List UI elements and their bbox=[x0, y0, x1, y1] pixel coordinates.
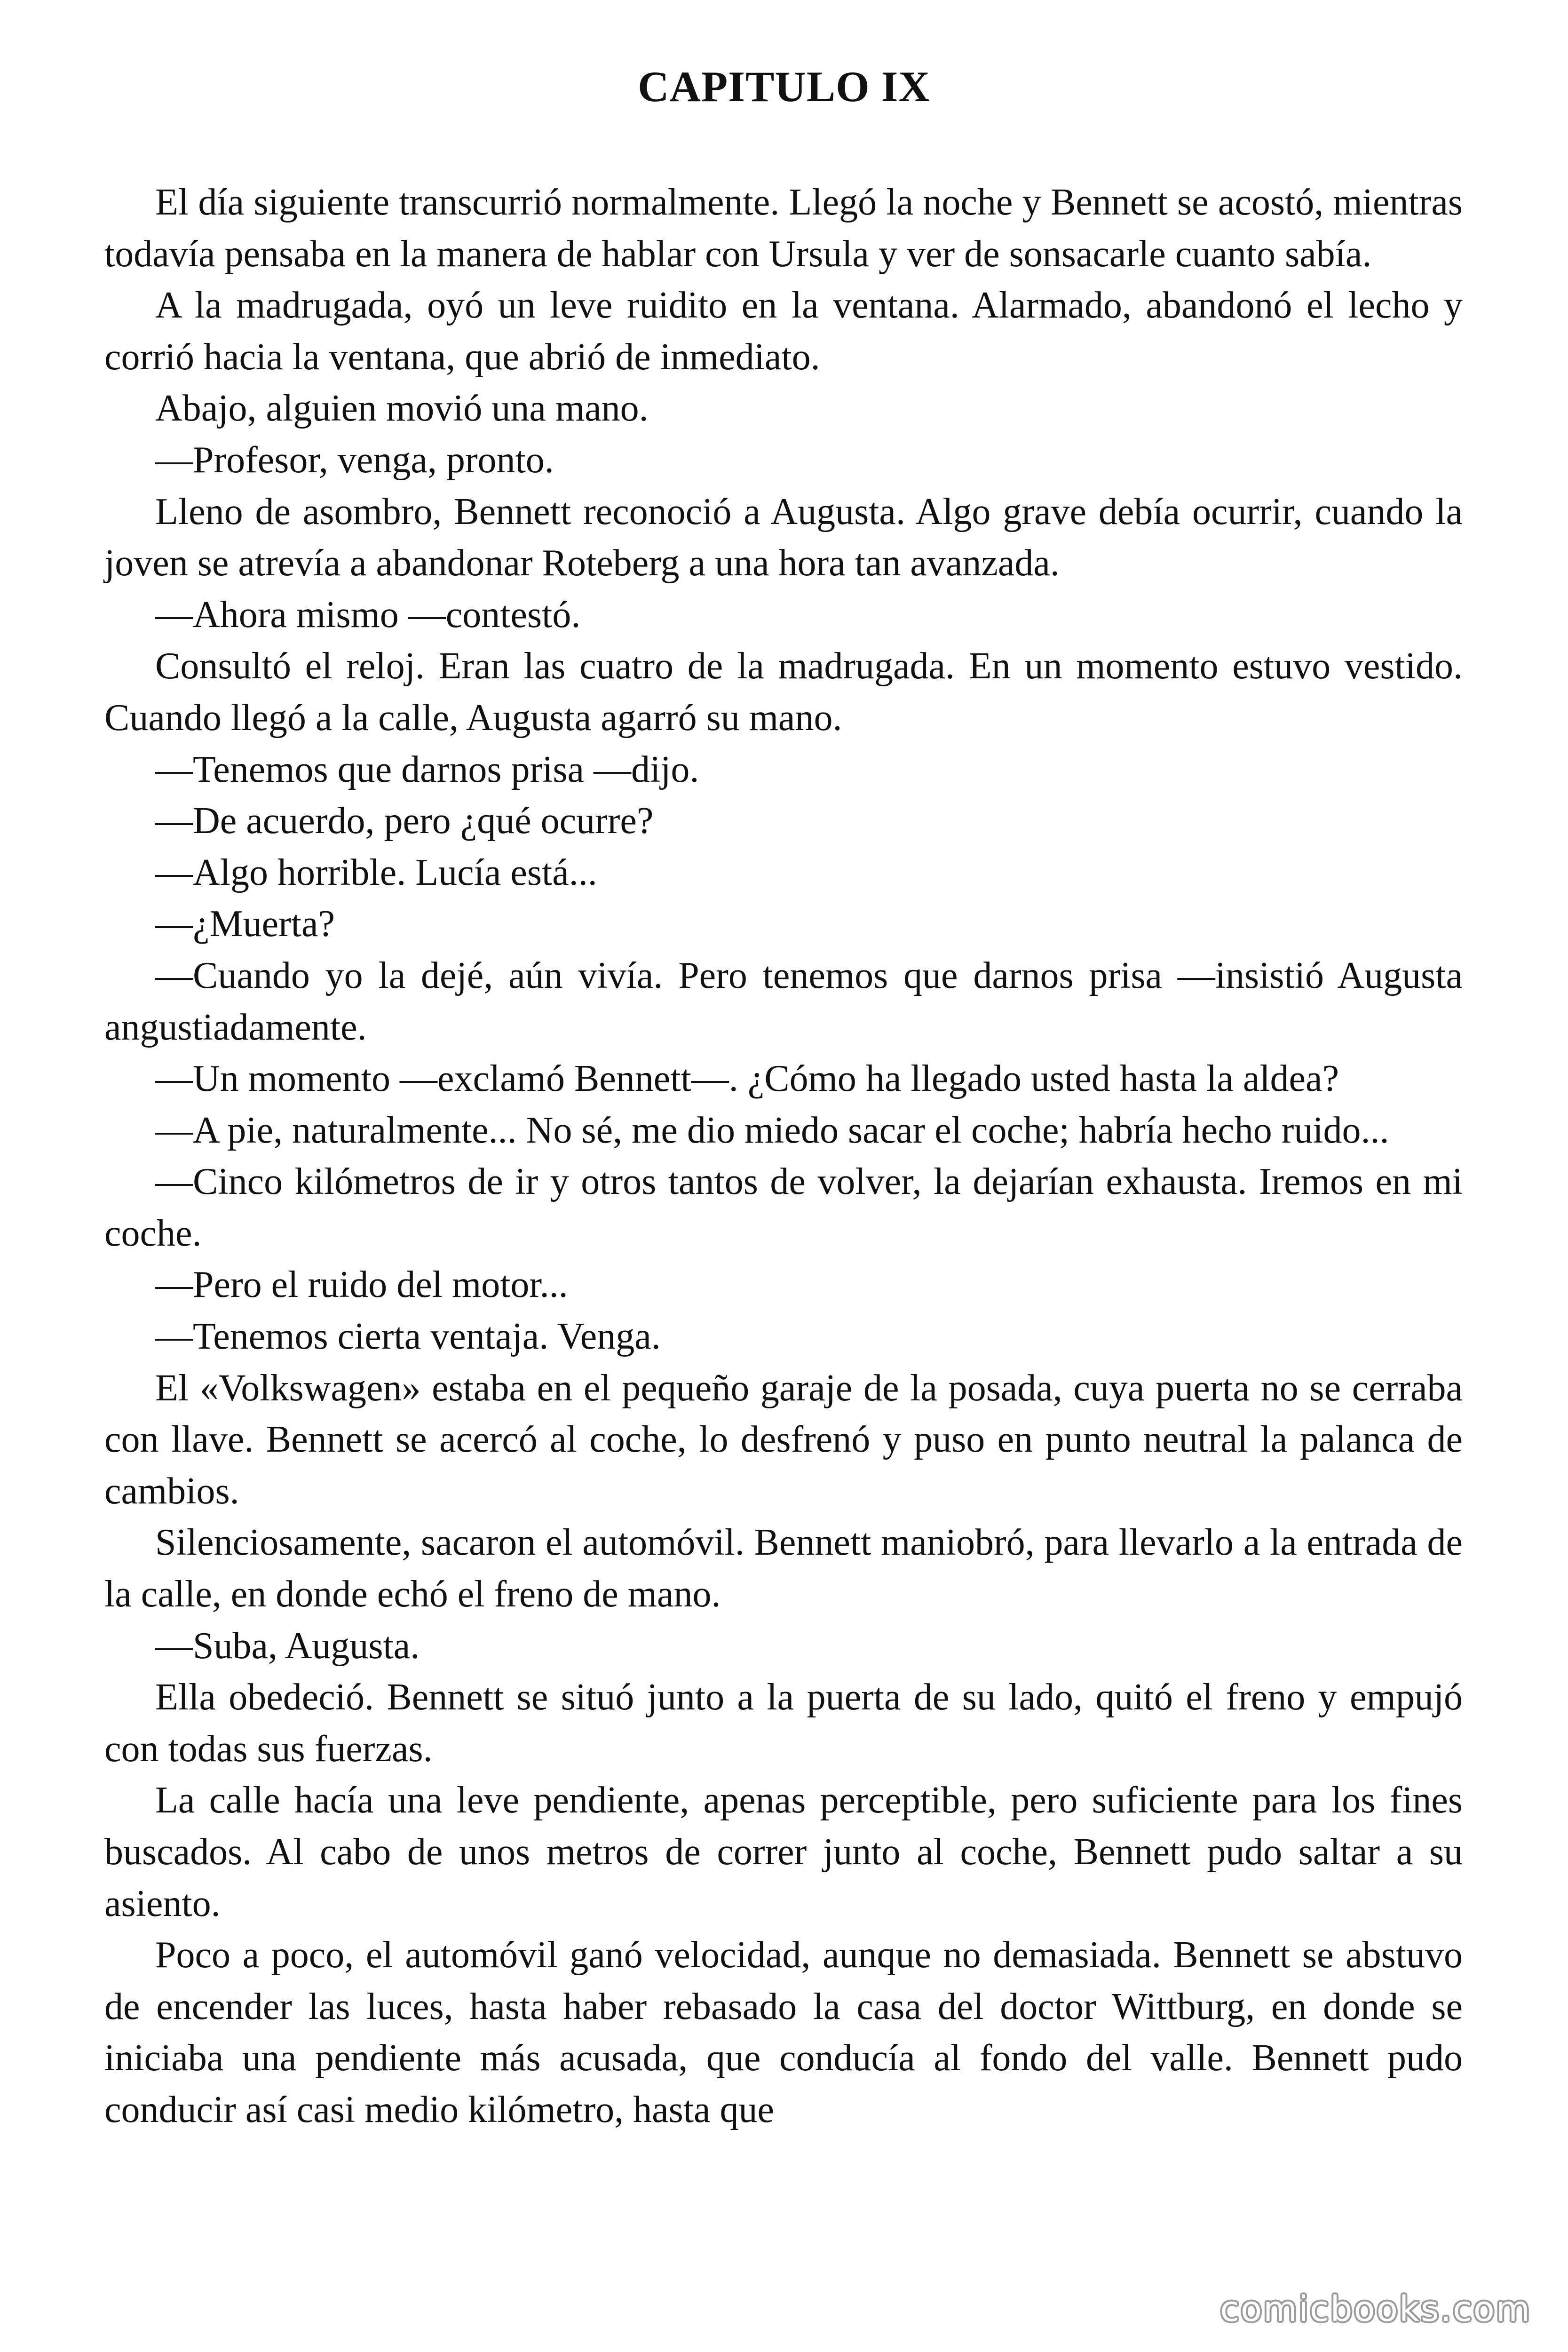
paragraph: —Pero el ruido del motor... bbox=[155, 1264, 568, 1306]
paragraph: —Ahora mismo —contestó. bbox=[155, 594, 581, 636]
watermark-logo: comicbooks.com bbox=[1220, 2289, 1531, 2329]
paragraph: —Cuando yo la dejé, aún vivía. Pero tenemos que darnos prisa —insistió Augusta angustiadamente. bbox=[104, 954, 1463, 1048]
paragraph: —De acuerdo, pero ¿qué ocurre? bbox=[155, 800, 654, 842]
paragraph: Ella obedeció. Bennett se situó junto a la puerta de su lado, quitó el freno y empujó con todas sus fuerzas. bbox=[104, 1677, 1463, 1770]
chapter-body bbox=[104, 177, 1463, 2136]
paragraph: —Cinco kilómetros de ir y otros tantos de volver, la dejarían exhausta. Iremos en mi coche. bbox=[104, 1161, 1463, 1254]
paragraph: Abajo, alguien movió una mano. bbox=[155, 388, 649, 429]
paragraph: —¿Muerta? bbox=[155, 903, 335, 945]
paragraph: La calle hacía una leve pendiente, apenas perceptible, pero suficiente para los fines buscados. Al cabo de unos metros de correr junto al coche, Bennett pudo saltar a su asiento. bbox=[104, 1780, 1463, 1924]
paragraph: Lleno de asombro, Bennett reconoció a Augusta. Algo grave debía ocurrir, cuando la joven se atrevía a abandonar Roteberg a una hora tan avanzada. bbox=[104, 491, 1463, 584]
paragraph: —Suba, Augusta. bbox=[155, 1625, 420, 1667]
paragraph: Poco a poco, el automóvil ganó velocidad, aunque no demasiada. Bennett se abstuvo de encender las luces, hasta haber rebasado la casa del doctor Wittburg, en donde se iniciaba una pendiente más acusada, que conducía al fondo del valle. Bennett pudo conducir así casi medio kilómetro, hasta que bbox=[104, 1934, 1463, 2130]
paragraph: El «Volkswagen» estaba en el pequeño garaje de la posada, cuya puerta no se cerraba con llave. Bennett se acercó al coche, lo desfrenó y puso en punto neutral la palanca de cambios. bbox=[104, 1367, 1463, 1512]
paragraph: —Tenemos que darnos prisa —dijo. bbox=[155, 748, 699, 790]
paragraph: —Tenemos cierta ventaja. Venga. bbox=[155, 1316, 661, 1358]
paragraph: —Un momento —exclamó Bennett—. ¿Cómo ha llegado usted hasta la aldea? bbox=[155, 1058, 1339, 1100]
paragraph: —Algo horrible. Lucía está... bbox=[155, 851, 597, 893]
paragraph: El día siguiente transcurrió normalmente. Llegó la noche y Bennett se acostó, mientras todavía pensaba en la manera de hablar con Ursula y ver de sonsacarle cuanto sabía. bbox=[104, 182, 1463, 275]
paragraph: A la madrugada, oyó un leve ruidito en la ventana. Alarmado, abandonó el lecho y corrió hacia la ventana, que abrió de inmediato. bbox=[104, 285, 1463, 378]
paragraph: —Profesor, venga, pronto. bbox=[155, 439, 554, 481]
chapter-title: CAPITULO IX bbox=[638, 63, 930, 111]
paragraph: —A pie, naturalmente... No sé, me dio miedo sacar el coche; habría hecho ruido... bbox=[155, 1109, 1389, 1151]
paragraph: Consultó el reloj. Eran las cuatro de la madrugada. En un momento estuvo vestido. Cuando llegó a la calle, Augusta agarró su mano. bbox=[104, 645, 1463, 739]
paragraph: Silenciosamente, sacaron el automóvil. Bennett maniobró, para llevarlo a la entrada de la calle, en donde echó el freno de mano. bbox=[104, 1522, 1463, 1615]
